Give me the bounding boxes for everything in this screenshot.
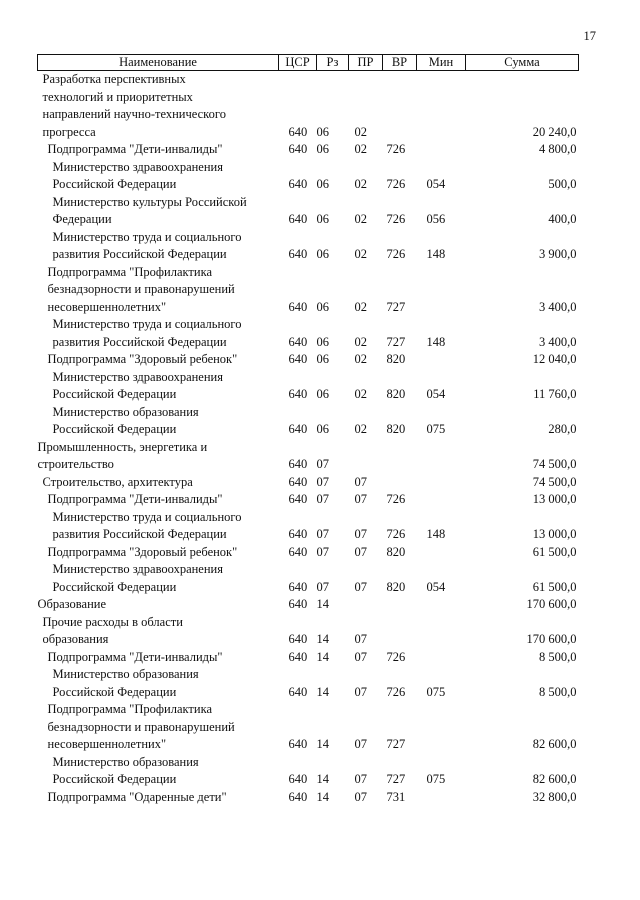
row-vr: 726 [386,684,406,699]
row-sum: 500,0 [548,177,577,191]
row-name [38,491,279,509]
row-name-line: Министерство культуры Российской [52,194,247,209]
row-vr: 820 [386,422,406,436]
row-name [38,649,279,667]
table-row [38,194,579,229]
row-name-line: Российской Федерации [52,684,177,699]
table-row [38,509,579,544]
row-name-line: направлений научно-технического [42,107,226,121]
row-name-line: образования [42,632,109,646]
row-vr: 726 [386,527,406,541]
row-min [417,141,466,159]
row-vr: 820 [386,352,406,366]
row-name-line: Министерство образования [52,404,199,419]
row-name-line: Министерство образования [52,754,199,769]
row-vr: 727 [386,334,406,349]
row-rz: 06 [316,124,329,139]
row-vr [383,474,417,492]
row-pr: 07 [354,474,367,489]
row-name-line: развития Российской Федерации [52,527,227,541]
row-csr: 640 [288,772,308,786]
row-name-line: Образование [37,597,107,611]
row-rz: 07 [316,492,329,506]
row-name [38,614,279,649]
row-sum: 74 500,0 [532,474,577,489]
page-number: 17 [583,29,596,43]
row-vr: 820 [386,544,406,559]
header-vr: ВР [383,55,417,71]
row-name-line: Российской Федерации [52,177,177,191]
table-row [38,71,579,142]
row-name [38,159,279,194]
row-pr: 02 [354,334,367,349]
row-name [38,544,279,562]
header-row [38,55,579,71]
row-name-line: прогресса [42,124,96,139]
row-csr: 640 [288,422,308,436]
row-csr: 640 [288,597,308,611]
row-name-line: Подпрограмма "Дети-инвалиды" [47,142,223,156]
row-name [38,509,279,544]
row-sum: 13 000,0 [532,492,577,506]
row-vr: 727 [386,299,406,314]
row-name-line: технологий и приоритетных [42,89,193,104]
row-rz: 06 [316,387,329,401]
row-pr: 07 [354,492,367,506]
table-row [38,141,579,159]
row-min [417,649,466,667]
header-name: Наименование [38,55,279,71]
row-name-line: Российской Федерации [52,422,177,436]
row-vr: 727 [386,737,406,751]
row-sum: 20 240,0 [532,124,577,139]
header-pr: ПР [349,55,383,71]
row-sum: 170 600,0 [526,632,577,646]
row-rz: 07 [316,544,329,559]
row-name [38,369,279,404]
row-vr: 820 [386,579,406,594]
header-sum: Сумма [466,55,579,71]
row-name-line: безнадзорности и правонарушений [47,282,235,296]
row-pr: 07 [354,772,367,786]
row-rz: 14 [316,772,329,786]
table-row [38,649,579,667]
row-min [417,351,466,369]
row-sum: 280,0 [548,422,577,436]
row-name-line: безнадзорности и правонарушений [47,719,235,734]
row-rz: 07 [316,474,329,489]
row-rz: 06 [316,212,329,226]
row-csr: 640 [288,492,308,506]
row-vr: 726 [386,142,406,156]
row-vr [383,596,417,614]
row-csr: 640 [288,142,308,156]
row-sum: 82 600,0 [532,737,577,751]
row-name-line: Российской Федерации [52,772,177,786]
row-csr: 640 [288,684,308,699]
table-row [38,614,579,649]
header-csr: ЦСР [279,55,317,71]
row-vr: 726 [386,212,406,226]
row-sum: 3 400,0 [539,299,577,314]
header-rz: Рз [317,55,349,71]
row-min [417,596,466,614]
row-sum: 11 760,0 [533,387,577,401]
row-csr: 640 [288,579,308,594]
row-pr: 07 [354,649,367,664]
row-csr: 640 [288,299,308,314]
table-header [38,55,579,71]
row-pr: 02 [354,422,367,436]
row-sum: 170 600,0 [526,597,577,611]
header-min: Мин [417,55,466,71]
budget-table [37,54,579,806]
row-min [417,701,466,754]
table-row [38,159,579,194]
row-vr [383,71,417,142]
table-row [38,229,579,264]
table-row [38,439,579,474]
row-rz: 14 [316,737,329,751]
row-rz: 07 [316,527,329,541]
row-name [38,229,279,264]
row-pr: 02 [354,387,367,401]
row-csr: 640 [288,632,308,646]
row-sum: 82 600,0 [532,772,577,786]
row-sum: 13 000,0 [532,527,577,541]
row-rz: 06 [316,299,329,314]
row-pr: 02 [354,177,367,191]
row-sum: 3 400,0 [539,334,577,349]
row-rz: 14 [316,789,329,804]
row-sum: 3 900,0 [539,247,577,261]
row-name [38,404,279,439]
row-pr: 02 [354,247,367,261]
row-name-line: Подпрограмма "Одаренные дети" [47,789,227,804]
row-vr [383,614,417,649]
row-name-line: Промышленность, энергетика и [37,439,208,454]
row-min: 148 [426,334,446,349]
row-min: 054 [426,579,446,594]
table-row [38,701,579,754]
row-vr: 726 [386,649,406,664]
row-name [38,596,279,614]
row-min: 075 [426,684,446,699]
row-min [417,544,466,562]
row-csr: 640 [288,789,308,804]
row-vr [383,439,417,474]
row-name-line: Министерство здравоохранения [52,159,223,174]
row-name-line: развития Российской Федерации [52,247,227,261]
row-csr: 640 [288,387,308,401]
row-pr: 07 [354,684,367,699]
row-pr: 02 [354,352,367,366]
row-name-line: Строительство, архитектура [42,474,193,489]
row-sum: 12 040,0 [532,352,577,366]
row-csr: 640 [288,649,308,664]
row-name [38,264,279,317]
row-pr: 02 [354,299,367,314]
table-row [38,264,579,317]
row-csr: 640 [288,544,308,559]
row-name-line: Подпрограмма "Здоровый ребенок" [47,544,238,559]
row-pr: 07 [354,544,367,559]
row-min [417,71,466,142]
row-csr: 640 [288,352,308,366]
row-name-line: Министерство труда и социального [52,317,242,331]
row-rz: 14 [316,632,329,646]
row-csr: 640 [288,737,308,751]
row-min: 056 [426,212,446,226]
row-sum: 61 500,0 [532,579,577,594]
row-min [417,439,466,474]
table-row [38,351,579,369]
row-name-line: Российской Федерации [52,387,177,401]
table-row [38,491,579,509]
row-csr: 640 [288,474,308,489]
row-name-line: несовершеннолетних" [47,299,167,314]
row-min: 054 [426,177,446,191]
row-name-line: Министерство образования [52,667,199,681]
row-pr: 07 [354,737,367,751]
row-csr: 640 [288,247,308,261]
row-name [38,561,279,596]
row-min [417,474,466,492]
row-rz: 06 [316,177,329,191]
row-csr: 640 [288,334,308,349]
row-name-line: Подпрограмма "Здоровый ребенок" [47,352,238,366]
row-vr: 726 [386,492,406,506]
row-sum: 400,0 [548,212,577,226]
row-rz: 06 [316,334,329,349]
row-name [38,141,279,159]
row-vr: 726 [386,177,406,191]
row-pr: 07 [354,789,367,804]
row-rz: 06 [316,142,329,156]
row-csr: 640 [288,124,308,139]
row-name-line: Министерство труда и социального [52,509,242,524]
row-vr: 820 [386,387,406,401]
row-name-line: Подпрограмма "Профилактика [47,702,212,716]
row-name [38,666,279,701]
row-sum: 4 800,0 [539,142,577,156]
row-pr: 02 [354,124,367,139]
row-name-line: Подпрограмма "Профилактика [47,264,212,279]
row-name-line: Министерство труда и социального [52,229,242,244]
row-rz: 06 [316,352,329,366]
row-pr: 07 [354,632,367,646]
row-csr: 640 [288,177,308,191]
row-name [38,701,279,754]
row-csr: 640 [288,457,308,471]
table-body [38,71,579,807]
row-sum: 8 500,0 [539,649,577,664]
row-name [38,754,279,789]
row-min [417,264,466,317]
row-name [38,789,279,807]
row-min [417,789,466,807]
row-name-line: Разработка перспективных [42,72,186,86]
row-rz: 06 [316,422,329,436]
row-min: 054 [426,387,446,401]
table-row [38,754,579,789]
row-min: 075 [426,422,446,436]
row-name [38,316,279,351]
table-row [38,316,579,351]
table-row [38,404,579,439]
table-row [38,666,579,701]
row-pr [349,439,383,474]
row-sum: 8 500,0 [539,684,577,699]
row-pr: 02 [354,212,367,226]
row-name-line: несовершеннолетних" [47,737,167,751]
row-name-line: Федерации [52,212,112,226]
row-min [417,614,466,649]
row-name-line: строительство [37,457,114,471]
row-pr: 07 [354,527,367,541]
row-min: 075 [426,772,446,786]
row-name [38,439,279,474]
row-name [38,194,279,229]
row-csr: 640 [288,212,308,226]
row-vr: 726 [386,247,406,261]
row-vr: 727 [386,772,406,786]
table-row [38,561,579,596]
table-row [38,369,579,404]
row-name [38,351,279,369]
row-min: 148 [426,247,446,261]
table-row [38,474,579,492]
row-name-line: Подпрограмма "Дети-инвалиды" [47,492,223,506]
row-name [38,71,279,142]
row-name-line: Министерство здравоохранения [52,562,223,576]
row-min: 148 [426,527,446,541]
row-rz: 06 [316,247,329,261]
row-name-line: Прочие расходы в области [42,614,183,629]
row-name-line: развития Российской Федерации [52,334,227,349]
row-vr: 731 [386,789,406,804]
row-rz: 07 [316,579,329,594]
table-row [38,789,579,807]
row-pr [349,596,383,614]
row-min [417,491,466,509]
row-csr: 640 [288,527,308,541]
row-rz: 14 [316,684,329,699]
row-sum: 74 500,0 [532,457,577,471]
table-row [38,544,579,562]
row-rz: 14 [316,597,329,611]
row-name-line: Подпрограмма "Дети-инвалиды" [47,649,223,664]
row-pr: 02 [354,142,367,156]
row-name-line: Министерство здравоохранения [52,369,223,384]
row-name [38,474,279,492]
row-sum: 32 800,0 [532,789,577,804]
row-rz: 07 [316,457,329,471]
table-row [38,596,579,614]
row-sum: 61 500,0 [532,544,577,559]
row-pr: 07 [354,579,367,594]
row-name-line: Российской Федерации [52,579,177,594]
row-rz: 14 [316,649,329,664]
